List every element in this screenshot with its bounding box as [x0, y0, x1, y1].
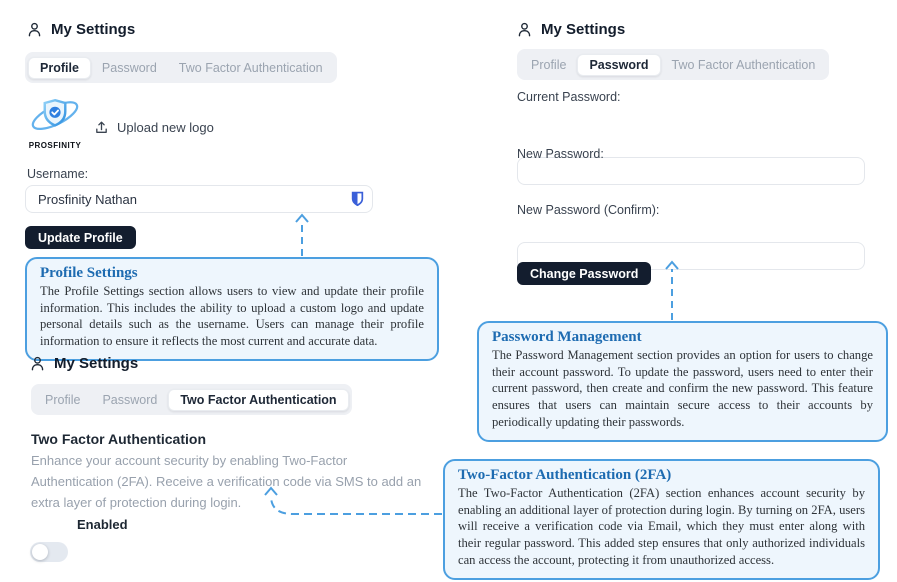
company-logo — [24, 96, 86, 150]
person-icon — [517, 22, 532, 37]
password-panel-header — [517, 21, 625, 38]
current-password-input[interactable] — [517, 157, 865, 185]
callout-profile-title: Profile Settings — [40, 265, 138, 281]
username-label: Username: — [27, 167, 89, 181]
tab-password[interactable]: Password — [102, 392, 158, 407]
callout-password-body: The Password Management section provides an option for users to change their account password. To update the password, users need to enter their current password, then create and confirm the new password. This feature ensures that users can maintain secure access to their accounts by periodically updating their passwords. — [492, 348, 873, 429]
username-field-wrap — [25, 185, 373, 213]
callout-profile-body: The Profile Settings section allows users to view and update their profile information. This includes the ability to upload a custom logo and update personal details such as the username. Users can manage their profile information to ensure it reflects the most current and accurate data. — [40, 284, 424, 349]
profile-panel-header — [27, 21, 135, 38]
twofactor-description: Enhance your account security by enabling Two-Factor Authentication (2FA). Receive a verification code via SMS to add an extra layer of protection during login. — [31, 453, 422, 510]
twofactor-tabbar — [31, 384, 352, 415]
callout-profile-settings — [25, 257, 439, 361]
twofactor-panel-header — [30, 355, 138, 372]
page-title: My Settings — [541, 21, 626, 38]
page-title: My Settings — [51, 21, 136, 38]
twofactor-toggle-label: Enabled — [77, 517, 128, 532]
page-title: My Settings — [54, 355, 139, 372]
profile-tabbar — [25, 52, 337, 83]
person-icon — [30, 356, 45, 371]
callout-two-factor-body: The Two-Factor Authentication (2FA) section enhances account security by enabling an additional layer of protection during login. By turning on 2FA, users will receive a verification code via Email, which they must enter along with their regular password. This added step ensures that only authorized individuals can access the account, protecting it from unauthorized access. — [458, 486, 865, 567]
tab-two-factor[interactable]: Two Factor Authentication — [178, 60, 323, 75]
prosfinity-shield-logo-icon — [27, 96, 83, 138]
callout-two-factor — [443, 459, 880, 580]
password-manager-shield-icon[interactable] — [351, 191, 364, 207]
arrowhead-username — [296, 215, 308, 222]
current-password-label: Current Password: — [517, 90, 621, 104]
tab-password[interactable]: Password — [101, 60, 157, 75]
logo-wordmark: PROSFINITY — [28, 141, 82, 150]
confirm-password-label: New Password (Confirm): — [517, 203, 660, 217]
twofactor-enable-toggle[interactable] — [30, 542, 68, 562]
callout-two-factor-title: Two-Factor Authentication (2FA) — [458, 467, 672, 483]
update-profile-button[interactable]: Update Profile — [25, 226, 136, 249]
upload-new-logo-button[interactable] — [94, 120, 214, 135]
change-password-button[interactable]: Change Password — [517, 262, 651, 285]
password-tabbar — [517, 49, 829, 80]
tab-two-factor[interactable]: Two Factor Authentication — [671, 57, 816, 72]
tab-profile[interactable]: Profile — [531, 57, 567, 72]
tab-profile[interactable]: Profile — [45, 392, 81, 407]
new-password-label: New Password: — [517, 147, 604, 161]
tab-two-factor[interactable]: Two Factor Authentication — [168, 389, 348, 411]
tab-profile[interactable]: Profile — [28, 57, 91, 79]
callout-password-management — [477, 321, 888, 442]
upload-label: Upload new logo — [117, 120, 214, 135]
toggle-knob — [32, 544, 48, 560]
username-input[interactable] — [25, 185, 373, 213]
person-icon — [27, 22, 42, 37]
current-password-field-wrap — [517, 157, 865, 185]
callout-password-title: Password Management — [492, 329, 642, 345]
tab-password[interactable]: Password — [577, 54, 660, 76]
upload-icon — [94, 120, 109, 135]
twofactor-section-heading: Two Factor Authentication — [31, 431, 206, 447]
